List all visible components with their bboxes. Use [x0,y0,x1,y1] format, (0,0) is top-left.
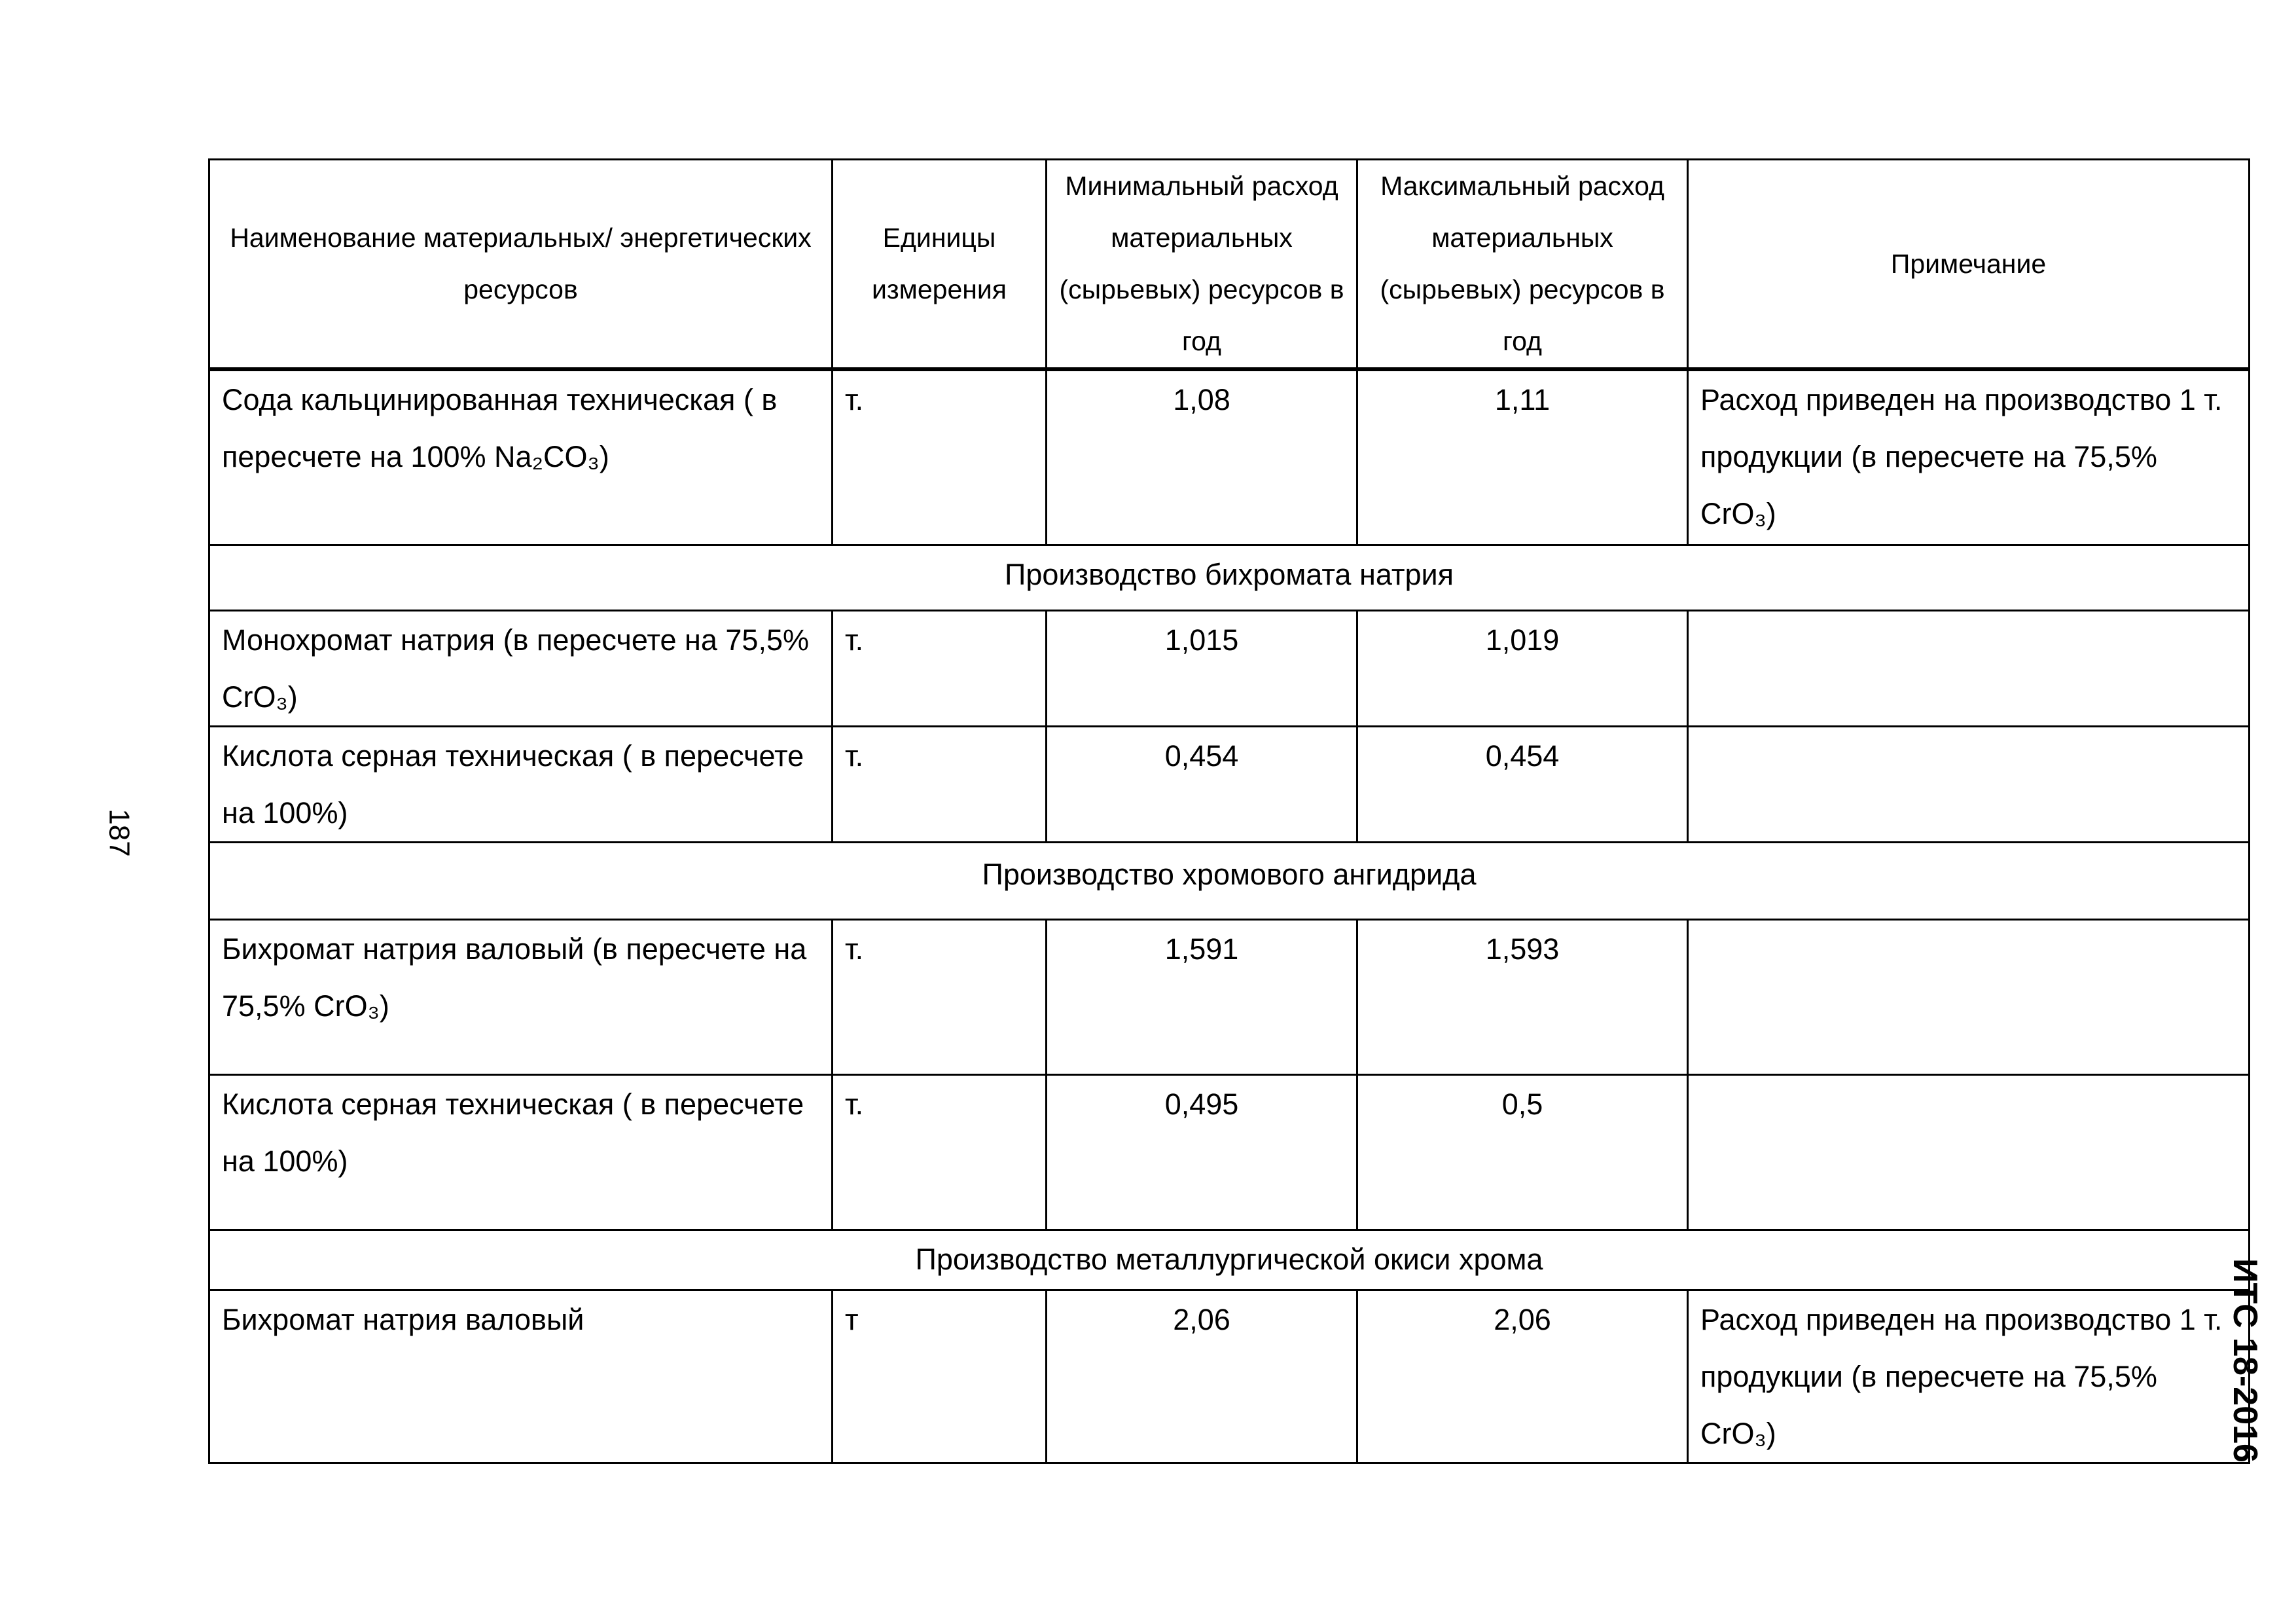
section-title: Производство бихромата натрия [209,545,2250,610]
section-title: Производство хромового ангидрида [209,842,2250,919]
min-value-cell: 0,495 [1047,1074,1357,1230]
table-row [209,919,2250,1074]
unit-cell: т. [833,726,1047,842]
min-value-cell: 0,454 [1047,726,1357,842]
table-row [209,726,2250,842]
note-cell [1688,1074,2250,1230]
max-value-cell: 1,593 [1357,919,1688,1074]
header-unit: Единицы измерения [833,160,1047,370]
unit-cell: т [833,1290,1047,1463]
section-row [209,842,2250,919]
table-row [209,1074,2250,1230]
note-cell [1688,919,2250,1074]
unit-cell: т. [833,919,1047,1074]
page-number: 187 [103,809,135,857]
max-value-cell: 2,06 [1357,1290,1688,1463]
min-value-cell: 1,591 [1047,919,1357,1074]
max-value-cell: 0,5 [1357,1074,1688,1230]
note-cell [1688,726,2250,842]
resources-table [208,158,2250,1464]
max-value-cell: 1,11 [1357,369,1688,545]
resource-name-cell: Сода кальцинированная техническая ( в пересчете на 100% Na₂CO₃) [209,369,833,545]
resource-name-cell: Бихромат натрия валовый (в пересчете на 75,5% CrO₃) [209,919,833,1074]
header-max-consumption: Максимальный расход материальных (сырьевых) ресурсов в год [1357,160,1688,370]
section-row [209,1230,2250,1290]
header-min-consumption: Минимальный расход материальных (сырьевых) ресурсов в год [1047,160,1357,370]
note-cell [1688,610,2250,726]
unit-cell: т. [833,369,1047,545]
table-row [209,610,2250,726]
header-resource-name: Наименование материальных/ энергетических ресурсов [209,160,833,370]
max-value-cell: 1,019 [1357,610,1688,726]
max-value-cell: 0,454 [1357,726,1688,842]
section-row [209,545,2250,610]
min-value-cell: 1,015 [1047,610,1357,726]
unit-cell: т. [833,610,1047,726]
note-cell: Расход приведен на производство 1 т. продукции (в пересчете на 75,5% CrO₃) [1688,369,2250,545]
min-value-cell: 2,06 [1047,1290,1357,1463]
resource-name-cell: Бихромат натрия валовый [209,1290,833,1463]
resource-name-cell: Кислота серная техническая ( в пересчете на 100%) [209,1074,833,1230]
table-row [209,1290,2250,1463]
section-title: Производство металлургической окиси хрома [209,1230,2250,1290]
resource-name-cell: Монохромат натрия (в пересчете на 75,5% CrO₃) [209,610,833,726]
resource-name-cell: Кислота серная техническая ( в пересчете на 100%) [209,726,833,842]
table-header-row [209,160,2250,370]
header-note: Примечание [1688,160,2250,370]
note-cell: Расход приведен на производство 1 т. продукции (в пересчете на 75,5% CrO₃) [1688,1290,2250,1463]
min-value-cell: 1,08 [1047,369,1357,545]
unit-cell: т. [833,1074,1047,1230]
table-row [209,369,2250,545]
